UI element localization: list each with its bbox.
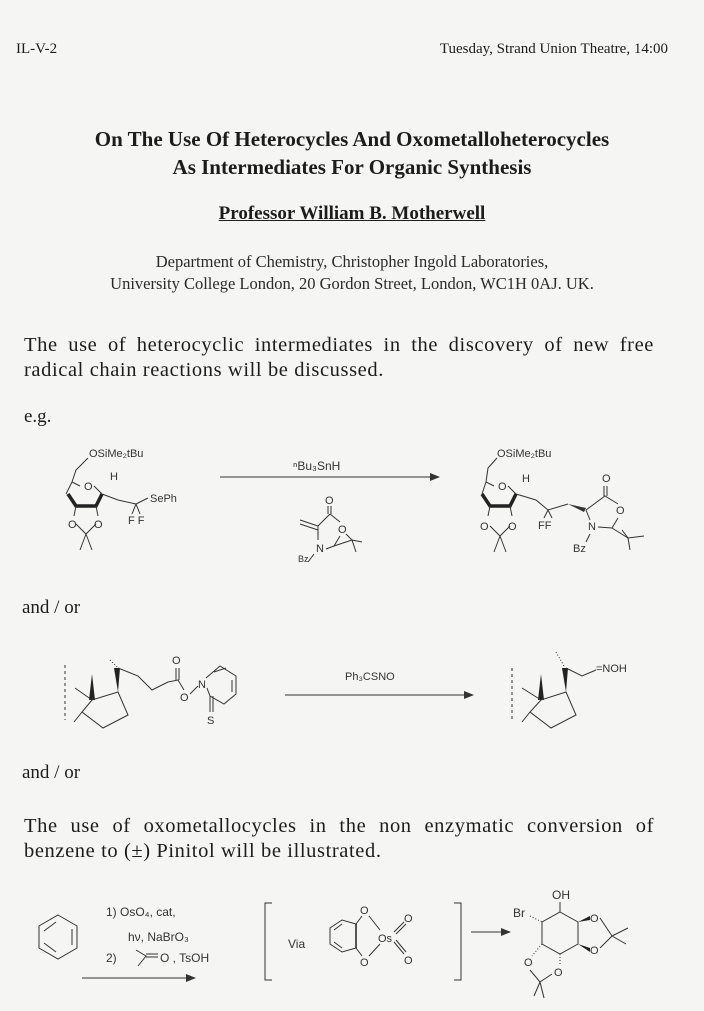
scheme3-arrow-1 <box>82 974 196 982</box>
svg-text:Os: Os <box>378 933 393 945</box>
svg-text:SePh: SePh <box>150 493 177 505</box>
svg-text:S: S <box>207 715 215 727</box>
svg-text:O: O <box>360 905 369 917</box>
svg-text:O: O <box>325 495 334 507</box>
and-or-2: and / or <box>22 762 81 783</box>
svg-text:O: O <box>498 481 507 493</box>
svg-text:O: O <box>172 655 181 667</box>
scheme1-arrow <box>220 473 440 481</box>
and-or-1: and / or <box>22 597 81 618</box>
pinitol-derivative-structure <box>513 888 628 998</box>
step2-reagents: O , TsOH <box>160 951 210 965</box>
svg-text:O: O <box>338 524 347 536</box>
svg-text:O: O <box>616 505 625 517</box>
svg-text:OH: OH <box>552 888 570 902</box>
scheme2-starting-material <box>65 655 236 728</box>
svg-text:N: N <box>588 521 596 533</box>
paragraph-1-line-1: The use of heterocyclic intermediates in the discovery of new free <box>24 334 654 356</box>
svg-text:O: O <box>360 957 369 969</box>
scheme1-product <box>480 448 644 555</box>
svg-text:O: O <box>404 913 413 925</box>
svg-text:H: H <box>110 471 118 483</box>
svg-text:=NOH: =NOH <box>596 663 627 675</box>
svg-text:Bz: Bz <box>298 554 309 564</box>
paragraph-2-line-1: The use of oxometallocycles in the non enzymatic conversion of <box>24 815 654 837</box>
abstract-code: IL-V-2 <box>16 41 58 57</box>
svg-text:O: O <box>180 692 189 704</box>
via-label: Via <box>288 937 306 951</box>
author-name: Professor William B. Motherwell <box>218 203 486 224</box>
svg-text:O: O <box>590 945 599 957</box>
svg-text:O: O <box>554 967 563 979</box>
paragraph-1-line-2: radical chain reactions will be discussed. <box>24 359 384 381</box>
svg-text:O: O <box>404 955 413 967</box>
svg-text:Bz: Bz <box>573 543 586 555</box>
scheme1-oxazolidinone-reagent <box>298 495 362 564</box>
eg-label: e.g. <box>24 406 52 427</box>
step2-label: 2) <box>106 951 117 965</box>
scheme1-starting-material <box>66 448 177 550</box>
svg-text:O: O <box>602 473 611 485</box>
step1-conditions: hν, NaBrO₃ <box>128 930 189 944</box>
step1-reagents: 1) OsO₄, cat, <box>106 905 176 919</box>
svg-text:O: O <box>524 957 533 969</box>
svg-text:O: O <box>590 913 599 925</box>
svg-text:O: O <box>94 519 103 531</box>
svg-text:Br: Br <box>513 906 525 920</box>
session-info: Tuesday, Strand Union Theatre, 14:00 <box>439 41 668 57</box>
benzene-structure <box>39 915 77 959</box>
paragraph-2-line-2: benzene to (±) Pinitol will be illustrated. <box>24 840 382 862</box>
scheme2-reagent: Ph₃CSNO <box>345 671 395 683</box>
title-line-2: As Intermediates For Organic Synthesis <box>172 155 532 179</box>
scheme1-reagent: ⁿBu₃SnH <box>293 459 341 473</box>
svg-text:N: N <box>198 679 206 691</box>
scheme2-arrow <box>285 691 474 699</box>
svg-text:O: O <box>508 521 517 533</box>
svg-text:FF: FF <box>538 520 552 532</box>
svg-text:O: O <box>84 481 93 493</box>
svg-text:OSiMe₂tBu: OSiMe₂tBu <box>497 448 552 460</box>
scheme3-arrow-2 <box>471 928 511 936</box>
acetone-structure <box>136 950 158 966</box>
svg-text:OSiMe₂tBu: OSiMe₂tBu <box>89 448 144 460</box>
affiliation-line-1: Department of Chemistry, Christopher Ingold Laboratories, <box>155 252 549 271</box>
svg-text:H: H <box>522 473 530 485</box>
svg-text:N: N <box>316 543 324 555</box>
title-line-1: On The Use Of Heterocycles And Oxometalloheterocycles <box>94 127 610 151</box>
svg-text:O: O <box>68 519 77 531</box>
svg-text:F F: F F <box>128 515 145 527</box>
affiliation-line-2: University College London, 20 Gordon Street, London, WC1H 0AJ. UK. <box>110 274 594 293</box>
svg-text:O: O <box>480 521 489 533</box>
scheme2-product <box>512 652 627 728</box>
osmate-ester-structure <box>330 905 413 969</box>
